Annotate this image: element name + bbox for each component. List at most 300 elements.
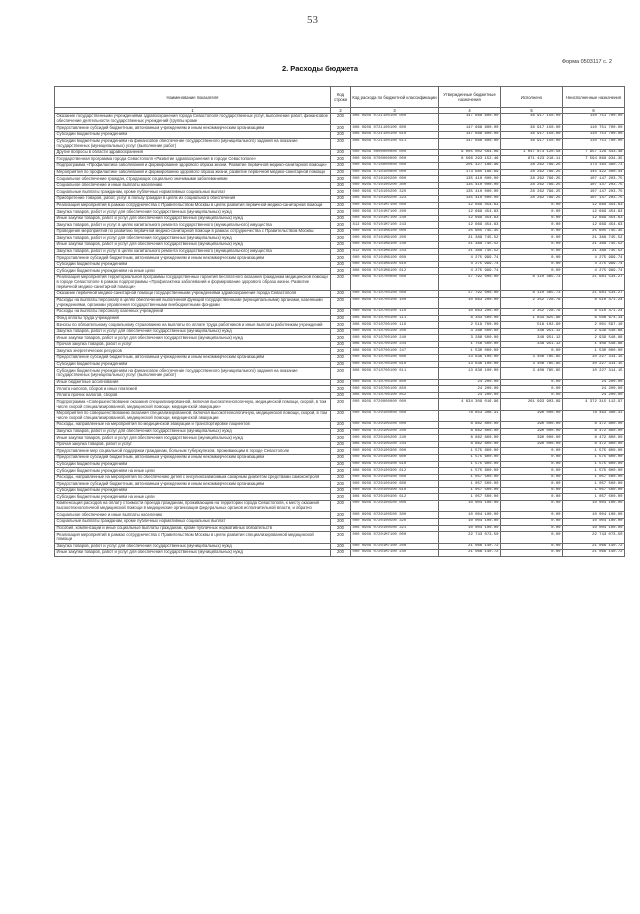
row-budget-code: 812 0909 07101М7100 243: [351, 222, 439, 229]
row-name: Мероприятия по профилактике заболеваний и формированию здорового образа жизни, развитие первичной медико-санитарной помощи: [55, 169, 331, 176]
table-row: [55, 274, 625, 290]
row-name: Субсидии бюджетным учреждениям: [55, 461, 331, 468]
row-approved: 4 275 999.74: [439, 261, 501, 268]
row-budget-code: 806 0909 0721100100 610: [351, 131, 439, 138]
row-executed: 0.00: [501, 487, 563, 494]
table-row: [55, 125, 625, 132]
row-approved: 147 668 600.00: [439, 114, 501, 125]
row-approved: 27 792 000.00: [439, 274, 501, 290]
table-row: [55, 487, 625, 494]
row-approved: 1 575 600.00: [439, 461, 501, 468]
row-name: Субсидии бюджетным учреждениям на финансовое обеспечение государственного (муниципального) задания на оказание государственных (муниципальных) услуг (выполнение работ): [55, 368, 331, 379]
row-approved: 8 862 800.00: [439, 422, 501, 429]
row-line-code: 200: [331, 441, 351, 448]
row-unexecuted: 10 004 100.00: [563, 525, 625, 532]
row-executed: 0.00: [501, 543, 563, 550]
row-budget-code: 000 0909 0720100200 000: [351, 422, 439, 429]
row-budget-code: 000 0909 07101М8100 200: [351, 235, 439, 242]
row-budget-code: 806 0909 0721100100 000: [351, 114, 439, 125]
row-line-code: 200: [331, 242, 351, 249]
row-executed: 0.00: [501, 461, 563, 468]
row-unexecuted: 110 751 700.00: [563, 125, 625, 132]
row-name: Закупка товаров, работ и услуг для обеспечения государственных (муниципальных) нужд: [55, 209, 331, 216]
row-budget-code: 000 0909 0720100400 600: [351, 481, 439, 488]
row-approved: 135 410 000.00: [439, 176, 501, 183]
row-budget-code: 000 0909 0710100000 000: [351, 169, 439, 176]
row-line-code: 200: [331, 368, 351, 379]
table-row: [55, 228, 625, 235]
row-budget-code: 000 0909 0710700000 000: [351, 274, 439, 290]
row-budget-code: 000 0909 0000000000 000: [351, 149, 439, 156]
row-executed: 28 262 796.25: [501, 182, 563, 189]
row-name: Социальные выплаты гражданам, кроме публичных нормативных социальных выплат: [55, 189, 331, 196]
row-budget-code: 806 0909 0720100400 612: [351, 494, 439, 501]
row-line-code: 200: [331, 422, 351, 429]
row-approved: 173 685 196.69: [439, 169, 501, 176]
table-row: [55, 399, 625, 410]
row-line-code: 200: [331, 481, 351, 488]
row-budget-code: 000 0909 0720100300 000: [351, 448, 439, 455]
row-unexecuted: 22 743 073.50: [563, 532, 625, 543]
row-executed: 28 262 796.25: [501, 169, 563, 176]
row-executed: 518 102.90: [501, 322, 563, 329]
row-budget-code: 806 0909 0720100300 612: [351, 468, 439, 475]
form-code: Форма 0503117 с. 2: [561, 59, 612, 65]
row-executed: 0.00: [501, 392, 563, 399]
row-approved: 10 004 100.00: [439, 501, 501, 512]
row-approved: 12 669 454.63: [439, 222, 501, 229]
row-unexecuted: 21 389 745.52: [563, 242, 625, 249]
row-name: Закупка товаров, работ и услуг в целях капитального ремонта государственного (муниципального) имущества: [55, 248, 331, 255]
row-executed: 0.00: [501, 532, 563, 543]
header-budget-code: Код расхода по бюджетной классификации: [351, 87, 439, 108]
row-line-code: 200: [331, 169, 351, 176]
table-row: [55, 348, 625, 355]
table-row: [55, 454, 625, 461]
row-budget-code: 000 0909 07201М7100 240: [351, 550, 439, 557]
row-budget-code: 000 0909 0710700100 240: [351, 335, 439, 342]
row-budget-code: 806 0909 0710700100 852: [351, 392, 439, 399]
row-line-code: 200: [331, 487, 351, 494]
row-line-code: 200: [331, 328, 351, 335]
table-row: [55, 297, 625, 308]
row-name: Государственная программа города Севастополя «Развитие здравоохранения в городе Севастополе»: [55, 156, 331, 163]
table-row: [55, 195, 625, 202]
row-unexecuted: 10 227 314.15: [563, 355, 625, 362]
row-budget-code: 000 0909 0720000000 000: [351, 399, 439, 410]
row-approved: 1 057 500.00: [439, 481, 501, 488]
row-budget-code: 000 0909 07101М7100 200: [351, 209, 439, 216]
table-row: [55, 242, 625, 249]
row-budget-code: 000 0909 0710700100 610: [351, 361, 439, 368]
row-budget-code: 000 0909 0710100200 000: [351, 176, 439, 183]
table-row: [55, 355, 625, 362]
row-unexecuted: 1 575 600.00: [563, 468, 625, 475]
row-executed: 0.00: [501, 268, 563, 275]
table-row: [55, 215, 625, 222]
row-unexecuted: 107 147 203.75: [563, 189, 625, 196]
row-unexecuted: 8 472 800.00: [563, 435, 625, 442]
row-unexecuted: 1 057 500.00: [563, 481, 625, 488]
row-approved: 13 636 100.00: [439, 361, 501, 368]
row-budget-code: 000 0909 07101М8100 610: [351, 261, 439, 268]
row-approved: 21 066 140.72: [439, 550, 501, 557]
table-row: [55, 518, 625, 525]
row-name: Прочая закупка товаров, работ и услуг: [55, 341, 331, 348]
row-unexecuted: 8 510 471.24: [563, 309, 625, 316]
table-row: [55, 361, 625, 368]
row-unexecuted: 2 001 597.10: [563, 322, 625, 329]
row-approved: 25 605 745.35: [439, 228, 501, 235]
row-executed: 0.00: [501, 512, 563, 519]
column-number: 3: [351, 108, 439, 114]
row-line-code: 200: [331, 182, 351, 189]
row-approved: 10 004 100.00: [439, 525, 501, 532]
row-line-code: 200: [331, 149, 351, 156]
row-name: Реализация мероприятий территориальной программы государственных гарантий бесплатного оказания гражданам медицинской помощи в городе Севастополе в рамках подпрограммы «Профилактика заболеваний и формирование здорового образа жизни. Развитие первичной медико-санитарной помощи»: [55, 274, 331, 290]
row-approved: 13 636 100.00: [439, 355, 501, 362]
row-name: Иные закупки товаров, работ и услуг для обеспечения государственных (муниципальных) нужд: [55, 215, 331, 222]
row-executed: 3 408 785.85: [501, 368, 563, 379]
row-name: Реализация мероприятий в рамках сотрудничества с Правительством Москвы в целях развития первичной медико-санитарной помощи: [55, 202, 331, 209]
header-unexecuted: Неисполненные назначения: [563, 87, 625, 108]
table-row: [55, 114, 625, 125]
row-executed: 0.00: [501, 525, 563, 532]
table-row: [55, 474, 625, 481]
row-budget-code: 806 0909 0710700100 247: [351, 348, 439, 355]
row-line-code: 200: [331, 268, 351, 275]
row-name: Уплата налогов, сборов и иных платежей: [55, 386, 331, 393]
row-line-code: 200: [331, 228, 351, 235]
row-budget-code: 000 0909 0720100200 240: [351, 435, 439, 442]
row-unexecuted: 21 389 745.52: [563, 235, 625, 242]
column-number: 4: [439, 108, 501, 114]
row-line-code: 200: [331, 348, 351, 355]
row-line-code: 200: [331, 261, 351, 268]
row-name: Расходы на выплаты персоналу казенных учреждений: [55, 309, 331, 316]
row-approved: 24 200.00: [439, 392, 501, 399]
row-name: Закупка товаров, работ и услуг для обеспечения государственных (муниципальных) нужд: [55, 543, 331, 550]
row-name: Иные бюджетные ассигнования: [55, 379, 331, 386]
row-unexecuted: 8 472 800.00: [563, 441, 625, 448]
row-approved: 1 530 000.00: [439, 348, 501, 355]
table-row: [55, 386, 625, 393]
row-unexecuted: 1 057 500.00: [563, 474, 625, 481]
table-row: [55, 435, 625, 442]
row-budget-code: 806 0909 0721100100 600: [351, 125, 439, 132]
table-row: [55, 428, 625, 435]
row-approved: 9 005 002 564.06: [439, 149, 501, 156]
row-approved: 8 862 800.00: [439, 435, 501, 442]
row-budget-code: 000 0909 0710000000 000: [351, 163, 439, 170]
row-executed: 36 917 150.00: [501, 131, 563, 138]
row-line-code: 200: [331, 189, 351, 196]
row-approved: 1 575 600.00: [439, 454, 501, 461]
row-name: Предоставление субсидий бюджетным, автономным учреждениям и иным некоммерческим организациям: [55, 255, 331, 262]
row-unexecuted: 25 605 745.35: [563, 228, 625, 235]
row-line-code: 200: [331, 315, 351, 322]
row-approved: 27 792 000.00: [439, 291, 501, 298]
row-unexecuted: 12 669 454.63: [563, 215, 625, 222]
row-budget-code: 806 0909 0710100200 323: [351, 195, 439, 202]
row-line-code: 200: [331, 215, 351, 222]
row-executed: 348 951.12: [501, 341, 563, 348]
row-budget-code: 000 0909 0720100400 000: [351, 474, 439, 481]
row-line-code: 200: [331, 202, 351, 209]
row-unexecuted: 10 004 100.00: [563, 501, 625, 512]
row-executed: 348 951.12: [501, 328, 563, 335]
row-approved: 12 669 454.63: [439, 215, 501, 222]
row-budget-code: 000 0909 0710700100 100: [351, 297, 439, 308]
row-budget-code: 806 0909 0710700100 119: [351, 322, 439, 329]
page-number: 53: [307, 14, 318, 26]
row-executed: 3 408 785.85: [501, 361, 563, 368]
row-executed: 0.00: [501, 481, 563, 488]
table-row: [55, 441, 625, 448]
row-approved: 21 389 745.52: [439, 248, 501, 255]
row-line-code: 200: [331, 399, 351, 410]
row-budget-code: 000 0909 07101М7100 240: [351, 215, 439, 222]
row-name: Приобретение товаров, работ, услуг в пользу граждан в целях их социального обеспечения: [55, 195, 331, 202]
row-name: Реализация мероприятий в рамках сотрудничества с Правительством Москвы в целях развития специализированной медицинской помощи: [55, 532, 331, 543]
row-approved: 10 004 100.00: [439, 512, 501, 519]
row-executed: 0.00: [501, 222, 563, 229]
row-unexecuted: 78 463 308.31: [563, 410, 625, 421]
table-row: [55, 163, 625, 170]
row-line-code: 200: [331, 386, 351, 393]
table-row: [55, 550, 625, 557]
row-executed: 0.00: [501, 550, 563, 557]
row-unexecuted: 2 939 548.88: [563, 335, 625, 342]
row-approved: 78 853 308.31: [439, 410, 501, 421]
row-name: Предоставление мер социальной поддержки гражданам, больным туберкулезом, проживающим в городе Севастополе: [55, 448, 331, 455]
row-name: Субсидии бюджетным учреждениям на иные цели: [55, 268, 331, 275]
row-budget-code: 806 0909 0720100500 321: [351, 525, 439, 532]
row-approved: 147 668 600.00: [439, 125, 501, 132]
row-approved: 21 389 745.52: [439, 242, 501, 249]
row-line-code: 200: [331, 274, 351, 290]
row-name: Другие вопросы в области здравоохранения: [55, 149, 331, 156]
row-line-code: 200: [331, 494, 351, 501]
row-unexecuted: 10 227 314.15: [563, 361, 625, 368]
row-budget-code: 000 0909 07101М7100 000: [351, 202, 439, 209]
row-name: Социальные выплаты гражданам, кроме публичных нормативных социальных выплат: [55, 518, 331, 525]
row-approved: 201 427 186.96: [439, 163, 501, 170]
row-executed: 0.00: [501, 448, 563, 455]
row-name: Компенсация расходов на оплату стоимости проезда гражданам, проживающим на территории города Севастополя, к месту оказания высокотехнологичной медицинской помощи в медицинские организации федеральных органов исполнительной власти, и обратно: [55, 501, 331, 512]
row-budget-code: 000 0909 0710700100 800: [351, 379, 439, 386]
row-executed: 28 262 796.25: [501, 189, 563, 196]
row-approved: 22 743 073.50: [439, 532, 501, 543]
row-line-code: 200: [331, 512, 351, 519]
row-approved: 13 636 100.00: [439, 368, 501, 379]
row-unexecuted: 21 066 140.72: [563, 543, 625, 550]
row-executed: 36 917 150.00: [501, 125, 563, 132]
row-line-code: 200: [331, 532, 351, 543]
row-name: Иные закупки товаров, работ и услуг для обеспечения государственных (муниципальных) нужд: [55, 435, 331, 442]
table-row: [55, 468, 625, 475]
row-name: Закупка товаров, работ и услуг в целях капитального ремонта государственного (муниципального) имущества: [55, 222, 331, 229]
row-unexecuted: 2 939 548.88: [563, 328, 625, 335]
row-unexecuted: 10 004 100.00: [563, 512, 625, 519]
row-name: Подпрограмма «Совершенствование оказания специализированной, включая высокотехнологичную, медицинской помощи, скорой, в том числе скорой специализированной, медицинской помощи, медицинской эвакуации»: [55, 399, 331, 410]
row-name: Расходы, направленные на мероприятия по обеспечению детей с инсулинозависимым сахарным диабетом средствами самоконтроля: [55, 474, 331, 481]
row-approved: 1 057 500.00: [439, 474, 501, 481]
table-row: [55, 512, 625, 519]
row-budget-code: 000 0909 0710700100 110: [351, 309, 439, 316]
row-unexecuted: 24 200.00: [563, 392, 625, 399]
row-line-code: 200: [331, 131, 351, 138]
table-row: [55, 392, 625, 399]
row-unexecuted: 110 751 700.00: [563, 114, 625, 125]
row-name: Фонд оплаты труда учреждений: [55, 315, 331, 322]
row-budget-code: 000 0909 0720100500 000: [351, 501, 439, 512]
row-name: Социальное обеспечение и иные выплаты населению: [55, 182, 331, 189]
row-approved: 12 669 454.63: [439, 209, 501, 216]
table-row: [55, 291, 625, 298]
row-unexecuted: 10 004 100.00: [563, 518, 625, 525]
row-executed: 2 352 728.76: [501, 309, 563, 316]
row-name: Субсидии бюджетным учреждениям на иные цели: [55, 468, 331, 475]
row-line-code: 200: [331, 297, 351, 308]
row-unexecuted: 7 594 869 934.35: [563, 156, 625, 163]
table-row: [55, 261, 625, 268]
row-approved: 4 275 999.74: [439, 255, 501, 262]
row-approved: 10 863 200.00: [439, 297, 501, 308]
row-name: Предоставление субсидий бюджетным, автономным учреждениям и иным некоммерческим организациям: [55, 481, 331, 488]
row-unexecuted: 24 200.00: [563, 386, 625, 393]
row-unexecuted: 4 275 999.74: [563, 255, 625, 262]
row-line-code: 200: [331, 543, 351, 550]
row-line-code: 200: [331, 518, 351, 525]
row-name: Пособия, компенсации и иные социальные выплаты гражданам, кроме публичных нормативных обязательств: [55, 525, 331, 532]
row-executed: 28 262 796.25: [501, 163, 563, 170]
row-name: Уплата прочих налогов, сборов: [55, 392, 331, 399]
row-executed: 28 262 796.25: [501, 195, 563, 202]
row-approved: 4 275 999.74: [439, 268, 501, 275]
table-row: [55, 209, 625, 216]
table-row: [55, 379, 625, 386]
row-name: Субсидии бюджетным учреждениям: [55, 131, 331, 138]
table-row: [55, 368, 625, 379]
row-budget-code: 806 0909 0710700100 244: [351, 341, 439, 348]
row-executed: 0.00: [501, 454, 563, 461]
row-executed: 0.00: [501, 235, 563, 242]
table-row: [55, 235, 625, 242]
row-budget-code: 000 0909 0720100000 000: [351, 410, 439, 421]
table-row: [55, 202, 625, 209]
row-name: Иные закупки товаров, работ и услуг для обеспечения государственных (муниципальных) нужд: [55, 335, 331, 342]
row-approved: 12 669 454.63: [439, 202, 501, 209]
row-line-code: 200: [331, 255, 351, 262]
row-budget-code: 000 0909 07101М8100 240: [351, 242, 439, 249]
table-row: [55, 315, 625, 322]
row-line-code: 200: [331, 114, 351, 125]
row-unexecuted: 107 147 203.75: [563, 195, 625, 202]
row-approved: 10 863 200.00: [439, 309, 501, 316]
row-unexecuted: 1 530 000.00: [563, 348, 625, 355]
row-unexecuted: 1 057 500.00: [563, 494, 625, 501]
row-unexecuted: 7 957 129 443.48: [563, 149, 625, 156]
table-row: [55, 328, 625, 335]
row-approved: 8 862 800.00: [439, 441, 501, 448]
row-executed: 0.00: [501, 228, 563, 235]
table-row: [55, 268, 625, 275]
row-name: Расходы на выплаты персоналу в целях обеспечения выполнения функций государственными (муниципальными) органами, казенными учреждениями, органами управления государственными внебюджетными фондами: [55, 297, 331, 308]
row-name: Проведение мероприятий по развитию первичной медико-санитарной помощи в рамках сотрудничества с Правительством Москвы: [55, 228, 331, 235]
row-unexecuted: 4 275 999.74: [563, 268, 625, 275]
row-unexecuted: 8 472 800.00: [563, 422, 625, 429]
row-executed: 390 000.00: [501, 441, 563, 448]
row-budget-code: 000 0909 0720100200 200: [351, 428, 439, 435]
row-line-code: 200: [331, 248, 351, 255]
row-approved: 1 057 500.00: [439, 487, 501, 494]
row-budget-code: 000 0909 0720100300 600: [351, 454, 439, 461]
table-row: [55, 481, 625, 488]
row-budget-code: 806 0909 0710700100 111: [351, 315, 439, 322]
row-line-code: 200: [331, 410, 351, 421]
table-row: [55, 156, 625, 163]
row-executed: 6 110 465.73: [501, 291, 563, 298]
header-approved: Утвержденные бюджетные назначения: [439, 87, 501, 108]
row-budget-code: 000 0909 0720100500 320: [351, 518, 439, 525]
row-budget-code: 000 0909 0720100300 610: [351, 461, 439, 468]
row-executed: 0.00: [501, 468, 563, 475]
row-line-code: 200: [331, 525, 351, 532]
row-name: Предоставление субсидий бюджетным, автономным учреждениям и иным некоммерческим организациям: [55, 454, 331, 461]
row-approved: 2 519 700.00: [439, 322, 501, 329]
row-line-code: 200: [331, 392, 351, 399]
row-line-code: 200: [331, 322, 351, 329]
row-approved: 135 410 000.00: [439, 182, 501, 189]
row-budget-code: 000 0909 0700000000 000: [351, 156, 439, 163]
row-unexecuted: 24 200.00: [563, 379, 625, 386]
row-executed: 3 408 785.85: [501, 355, 563, 362]
table-row: [55, 169, 625, 176]
row-budget-code: 000 0909 0710100200 320: [351, 189, 439, 196]
row-executed: 36 917 150.00: [501, 138, 563, 149]
table-row: [55, 138, 625, 149]
row-approved: 135 410 000.00: [439, 189, 501, 196]
row-unexecuted: 21 066 140.72: [563, 550, 625, 557]
row-unexecuted: 110 751 700.00: [563, 138, 625, 149]
row-unexecuted: 4 275 999.74: [563, 261, 625, 268]
row-approved: 1 758 500.00: [439, 341, 501, 348]
row-name: Социальное обеспечение и иные выплаты населению: [55, 512, 331, 519]
row-name: Оказание государственными учреждениями здравоохранения города Севастополя государственных услуг, выполнение работ, финансовое обеспечение деятельности государственных учреждений (группы кроме: [55, 114, 331, 125]
row-unexecuted: 12 669 454.63: [563, 222, 625, 229]
row-unexecuted: 8 510 471.24: [563, 297, 625, 308]
row-line-code: 200: [331, 309, 351, 316]
table-row: [55, 410, 625, 421]
row-name: Иные закупки товаров, работ и услуг для обеспечения государственных (муниципальных) нужд: [55, 550, 331, 557]
row-approved: 147 668 600.00: [439, 138, 501, 149]
table-row: [55, 448, 625, 455]
row-name: Закупка товаров, работ и услуг для обеспечения государственных (муниципальных) нужд: [55, 235, 331, 242]
row-unexecuted: 1 575 600.00: [563, 461, 625, 468]
row-name: Предоставление субсидий бюджетным, автономным учреждениям и иным некоммерческим организациям: [55, 355, 331, 362]
row-budget-code: 000 0909 07101М8100 600: [351, 255, 439, 262]
row-budget-code: 000 0909 0710700100 000: [351, 291, 439, 298]
row-unexecuted: 8 472 800.00: [563, 428, 625, 435]
row-name: Предоставление субсидий бюджетным, автономным учреждениям и иным некоммерческим организациям: [55, 125, 331, 132]
row-approved: 3 288 500.00: [439, 328, 501, 335]
row-executed: 0.00: [501, 242, 563, 249]
table-row: [55, 182, 625, 189]
row-executed: 0.00: [501, 501, 563, 512]
row-line-code: 200: [331, 468, 351, 475]
row-name: Субсидии бюджетным учреждениям: [55, 261, 331, 268]
